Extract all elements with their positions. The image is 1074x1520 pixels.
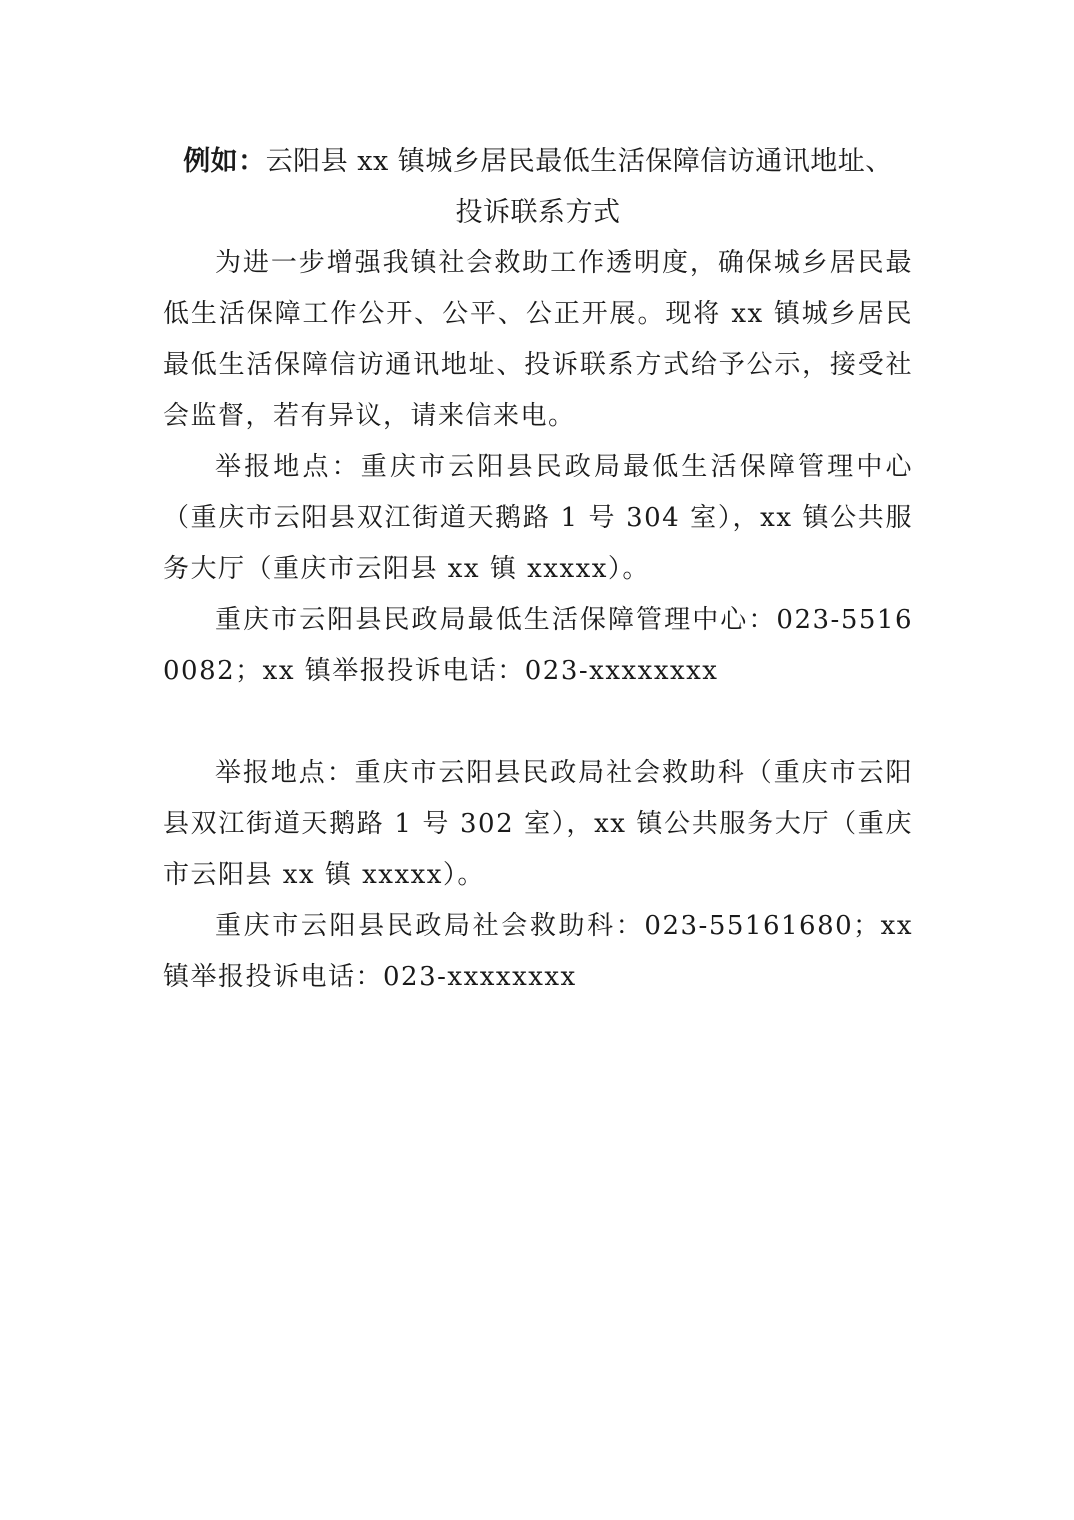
title-lead: 例如： [183,146,266,177]
document-body [163,136,913,1003]
title-main: 云阳县 xx 镇城乡居民最低生活保障信访通讯地址、 [265,146,893,177]
intro-paragraph: 为进一步增强我镇社会救助工作透明度，确保城乡居民最低生活保障工作公开、公平、公正开展。现将 xx 镇城乡居民最低生活保障信访通讯地址、投诉联系方式给予公示，接受社会监督，若有异议，请来信来电。 [163,248,913,431]
phone-paragraph-1: 重庆市云阳县民政局最低生活保障管理中心：023-55160082；xx 镇举报投诉电话：023-xxxxxxxx [163,605,913,686]
report-location-paragraph-1: 举报地点：重庆市云阳县民政局最低生活保障管理中心（重庆市云阳县双江街道天鹅路 1 号 304 室），xx 镇公共服务大厅（重庆市云阳县 xx 镇 xxxxx）。 [163,452,913,584]
title-line-2: 投诉联系方式 [455,197,621,228]
phone-paragraph-2: 重庆市云阳县民政局社会救助科：023-55161680；xx 镇举报投诉电话：023-xxxxxxxx [163,911,913,992]
document-title [163,136,913,238]
report-location-paragraph-2: 举报地点：重庆市云阳县民政局社会救助科（重庆市云阳县双江街道天鹅路 1 号 302 室），xx 镇公共服务大厅（重庆市云阳县 xx 镇 xxxxx）。 [163,758,913,890]
paragraph-spacer [163,697,913,748]
